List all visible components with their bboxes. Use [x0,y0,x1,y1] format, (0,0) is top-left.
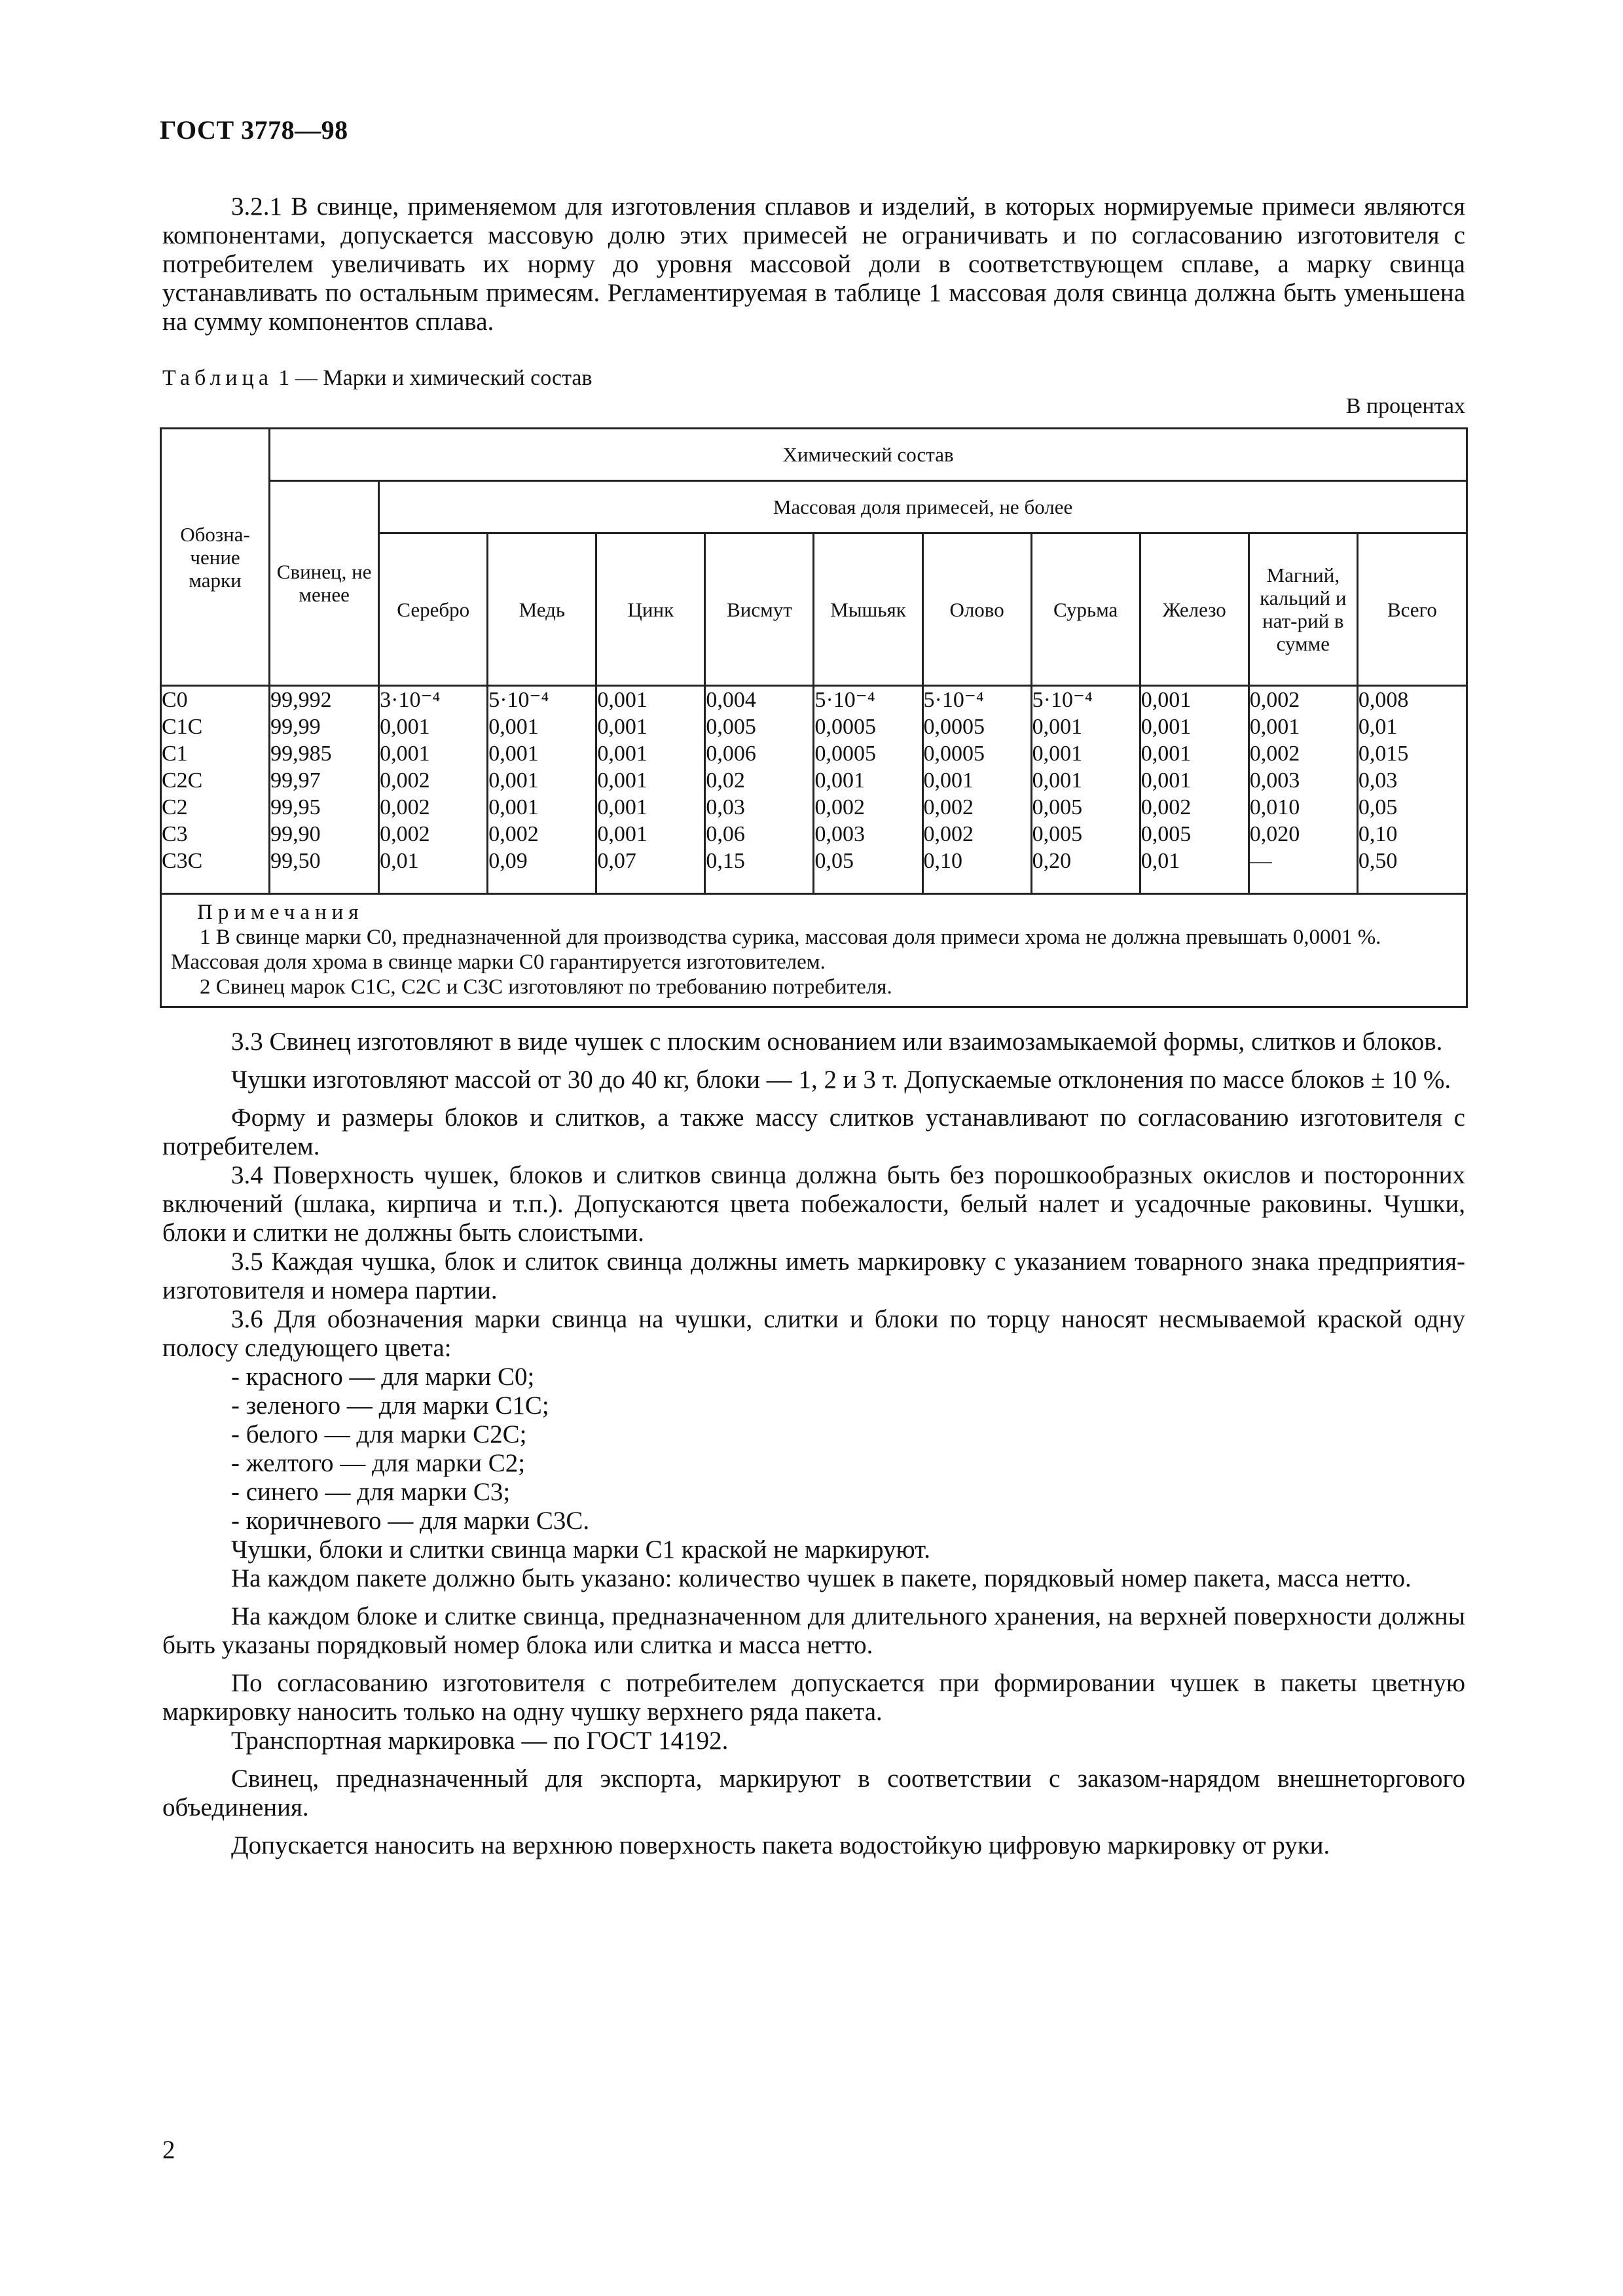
color-list-item: - белого — для марки С2С; [231,1420,527,1448]
value-cell: 0,010 [1249,795,1300,819]
value-cell: 0,001 [597,688,647,712]
value-cell: 0,003 [1249,768,1300,793]
value-cell: 0,002 [380,822,430,846]
grade-cell: С2 [162,795,188,819]
mg-ca-na-column [1249,686,1357,894]
value-cell: 0,001 [597,768,647,793]
copper-column [488,686,596,894]
value-cell: 0,001 [1032,715,1083,739]
color-list-item: - синего — для марки С3; [231,1478,511,1506]
arsenic-column [814,686,922,894]
value-cell: 0,001 [597,822,647,846]
paragraph-3-3: 3.3 Свинец изготовляют в виде чушек с плоским основанием или взаимозамыкаемой формы, слитков и блоков. [231,1028,1443,1056]
value-cell: 0,001 [597,715,647,739]
value-cell: 0,001 [1140,768,1192,793]
value-cell: 0,05 [814,849,854,873]
value-cell: 0,002 [1249,742,1300,766]
value-cell: 0,0005 [814,715,876,739]
paragraph-transport: Транспортная маркировка — по ГОСТ 14192. [231,1727,729,1755]
value-cell: 3·10⁻⁴ [380,688,441,712]
silver-column [379,686,488,894]
value-cell: 0,001 [814,768,865,793]
color-list-item: - коричневого — для марки С3С. [231,1507,590,1535]
header-mg-ca-na: Магний, кальций и нат-рий в сумме [1249,533,1357,686]
value-cell: 0,001 [1140,715,1192,739]
value-cell: 0,015 [1358,742,1409,766]
header-impurities: Массовая доля примесей, не более [379,481,1467,533]
header-zinc: Цинк [596,533,705,686]
value-cell: 0,001 [488,715,539,739]
header-grade: Обозна-чение марки [161,429,270,686]
value-cell: 5·10⁻⁴ [814,688,875,712]
value-cell: 0,09 [488,849,528,873]
value-cell: 0,06 [706,822,745,846]
lead-cell: 99,95 [270,795,321,819]
header-lead: Свинец, не менее [270,481,379,686]
header-antimony: Сурьма [1031,533,1140,686]
paragraph-3-6: 3.6 Для обозначения марки свинца на чушки, слитки и блоки по торцу наносят несмываемой краской одну полосу следующего цвета: [162,1305,1465,1362]
value-cell: 0,0005 [923,742,985,766]
value-cell: 0,001 [380,715,430,739]
grade-cell: С1 [162,742,188,766]
color-list-item: - зеленого — для марки С1С; [231,1391,549,1420]
note-2: 2 Свинец марок С1С, С2С и С3С изготовляют по требованию потребителя. [200,975,892,999]
value-cell: 0,07 [597,849,636,873]
value-cell: 5·10⁻⁴ [923,688,984,712]
antimony-column [1031,686,1140,894]
value-cell: 0,005 [1032,822,1083,846]
value-cell: 0,001 [488,795,539,819]
value-cell: 0,15 [706,849,745,873]
value-cell: 0,10 [923,849,963,873]
value-cell: 0,002 [814,795,865,819]
value-cell: 0,001 [1140,688,1192,712]
paragraph-3-3-shape: Форму и размеры блоков и слитков, а также массу слитков устанавливают по согласованию изготовителя с потребителем. [162,1103,1465,1160]
table-caption-label: Таблица [162,366,273,390]
value-cell: 0,01 [380,849,419,873]
document-code-header: ГОСТ 3778—98 [160,115,348,145]
table-caption [162,366,593,391]
header-arsenic: Мышьяк [814,533,922,686]
lead-cell: 99,90 [270,822,321,846]
value-cell: 0,0005 [923,715,985,739]
header-iron: Железо [1140,533,1249,686]
paragraph-3-4: 3.4 Поверхность чушек, блоков и слитков свинца должна быть без порошкообразных окислов и посторонних включений (шлака, кирпича и т.п.). Допускаются цвета побежалости, белый налет и усадочные раковины. Чушки, блоки и слитки не должны быть слоистыми. [162,1161,1465,1247]
value-cell: 0,03 [1358,768,1398,793]
value-cell: 0,03 [706,795,745,819]
header-total: Всего [1357,533,1467,686]
paragraph-export: Свинец, предназначенный для экспорта, маркируют в соответствии с заказом-нарядом внешнеторгового объединения. [162,1765,1465,1821]
value-cell: — [1249,849,1272,873]
value-cell: 0,003 [814,822,865,846]
grade-cell: С0 [162,688,188,712]
header-tin: Олово [922,533,1031,686]
header-composition: Химический состав [270,429,1467,481]
paragraph-no-paint: Чушки, блоки и слитки свинца марки С1 краской не маркируют. [231,1535,931,1564]
value-cell: 0,01 [1358,715,1398,739]
value-cell: 0,020 [1249,822,1300,846]
notes-title: Примечания [197,901,364,924]
value-cell: 0,05 [1358,795,1398,819]
value-cell: 0,001 [1032,768,1083,793]
paragraph-handmark: Допускается наносить на верхнюю поверхность пакета водостойкую цифровую маркировку от руки. [231,1831,1330,1859]
value-cell: 0,01 [1140,849,1180,873]
bismuth-column [705,686,814,894]
iron-column [1140,686,1249,894]
value-cell: 0,002 [923,795,974,819]
lead-cell: 99,985 [270,742,332,766]
value-cell: 0,005 [1032,795,1083,819]
table-caption-title: 1 — Марки и химический состав [272,366,593,390]
color-list-item: - желтого — для марки С2; [231,1449,526,1477]
value-cell: 0,004 [706,688,756,712]
lead-cell: 99,97 [270,768,321,793]
paragraph-3-3-mass: Чушки изготовляют массой от 30 до 40 кг, блоки — 1, 2 и 3 т. Допускаемые отклонения по массе блоков ± 10 %. [231,1066,1451,1094]
note-1: 1 В свинце марки С0, предназначенной для производства сурика, массовая доля примеси хрома не должна превышать 0,0001 %. Массовая доля хрома в свинце марки С0 гарантируется изготовителем. [171,925,1381,974]
value-cell: 0,001 [1140,742,1192,766]
lead-cell: 99,99 [270,715,321,739]
grade-cell: С1С [162,715,203,739]
tin-column [922,686,1031,894]
value-cell: 0,008 [1358,688,1409,712]
value-cell: 0,001 [488,768,539,793]
paragraph-packet: На каждом пакете должно быть указано: количество чушек в пакете, порядковый номер пакета, масса нетто. [231,1564,1412,1592]
value-cell: 0,001 [923,768,974,793]
value-cell: 0,001 [488,742,539,766]
header-silver: Серебро [379,533,488,686]
value-cell: 0,001 [1249,715,1300,739]
chemical-composition-table [160,427,1468,1008]
value-cell: 0,50 [1358,849,1398,873]
value-cell: 0,20 [1032,849,1072,873]
value-cell: 5·10⁻⁴ [488,688,549,712]
grade-cell: С3 [162,822,188,846]
zinc-column [596,686,705,894]
body-section [162,1028,1465,1860]
table-units: В процентах [1345,394,1465,418]
value-cell: 0,02 [706,768,745,793]
total-column [1357,686,1467,894]
table-notes [161,894,1467,1007]
paragraph-agreement: По согласованию изготовителя с потребителем допускается при формировании чушек в пакеты цветную маркировку наносить только на одну чушку верхнего ряда пакета. [162,1669,1465,1726]
value-cell: 0,001 [380,742,430,766]
value-cell: 0,002 [488,822,539,846]
value-cell: 5·10⁻⁴ [1032,688,1093,712]
value-cell: 0,001 [597,795,647,819]
lead-cell: 99,50 [270,849,321,873]
value-cell: 0,002 [1249,688,1300,712]
paragraph-storage: На каждом блоке и слитке свинца, предназначенном для длительного хранения, на верхней поверхности должны быть указаны порядковый номер блока или слитка и масса нетто. [162,1602,1465,1659]
header-copper: Медь [488,533,596,686]
value-cell: 0,0005 [814,742,876,766]
header-bismuth: Висмут [705,533,814,686]
value-cell: 0,002 [1140,795,1192,819]
value-cell: 0,006 [706,742,756,766]
value-cell: 0,002 [380,768,430,793]
value-cell: 0,005 [1140,822,1192,846]
color-list-item: - красного — для марки С0; [231,1363,535,1391]
value-cell: 0,10 [1358,822,1398,846]
value-cell: 0,002 [380,795,430,819]
paragraph-3-5: 3.5 Каждая чушка, блок и слиток свинца должны иметь маркировку с указанием товарного знака предприятия-изготовителя и номера партии. [162,1247,1465,1304]
grades-column [161,686,270,894]
page-number: 2 [162,2136,175,2164]
value-cell: 0,005 [706,715,756,739]
value-cell: 0,001 [1032,742,1083,766]
lead-column [270,686,379,894]
intro-section [162,192,1465,336]
value-cell: 0,001 [597,742,647,766]
grade-cell: С3С [162,849,203,873]
grade-cell: С2С [162,768,203,793]
lead-cell: 99,992 [270,688,332,712]
paragraph-3-2-1: 3.2.1 В свинце, применяемом для изготовления сплавов и изделий, в которых нормируемые примеси являются компонентами, допускается массовую долю этих примесей не ограничивать и по согласованию изготовителя с потребителем увеличивать их норму до уровня массовой доли в соответствующем сплаве, а марку свинца устанавливать по остальным примесям. Регламентируемая в таблице 1 массовая доля свинца должна быть уменьшена на сумму компонентов сплава. [162,192,1465,336]
value-cell: 0,002 [923,822,974,846]
